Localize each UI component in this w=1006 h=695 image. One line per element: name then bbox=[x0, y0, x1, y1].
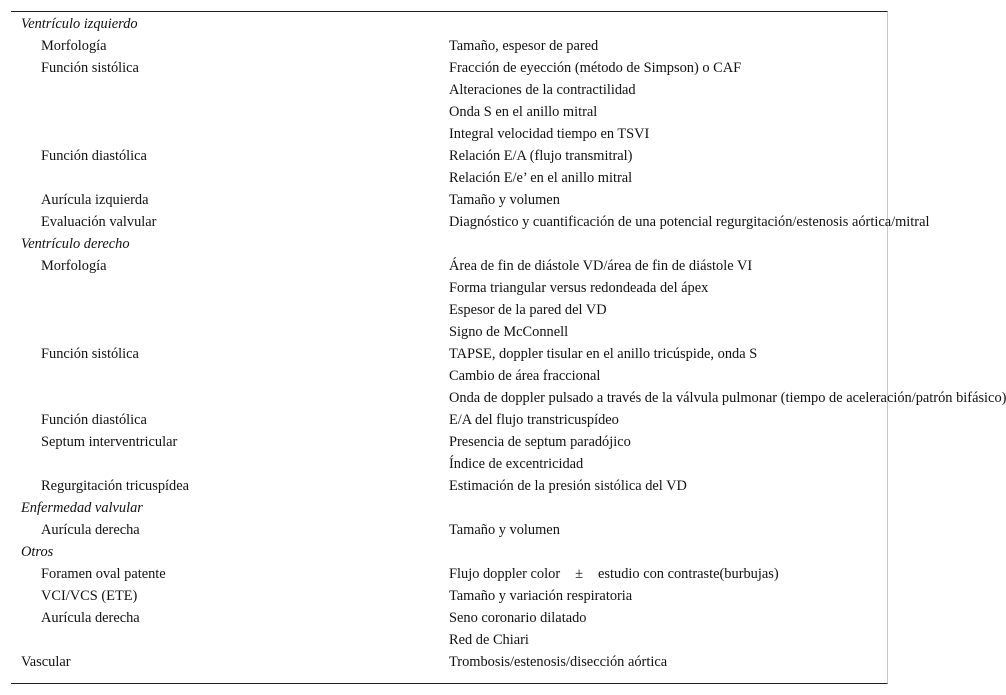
parameter-label bbox=[11, 277, 449, 299]
value-part: Flujo doppler color bbox=[449, 566, 561, 582]
table-row bbox=[11, 57, 887, 79]
parameter-value: Área de fin de diástole VD/área de fin de diástole VI bbox=[449, 258, 753, 274]
table-row bbox=[11, 365, 887, 387]
parameter-value: Alteraciones de la contractilidad bbox=[449, 82, 636, 98]
table-row bbox=[11, 519, 887, 541]
parameter-label: Aurícula izquierda bbox=[41, 192, 149, 208]
table-row bbox=[11, 189, 887, 211]
table-row bbox=[11, 585, 887, 607]
parameter-value: Diagnóstico y cuantificación de una potencial regurgitación/estenosis aórtica/mitral bbox=[449, 214, 930, 230]
parameter-label: Morfología bbox=[41, 38, 107, 54]
value-part: estudio con contraste(burbujas) bbox=[598, 566, 779, 582]
table-row bbox=[11, 277, 887, 299]
category-row bbox=[11, 13, 887, 35]
table-row bbox=[11, 629, 887, 651]
table-row bbox=[11, 167, 887, 189]
parameter-label: Función diastólica bbox=[41, 412, 147, 428]
table-row bbox=[11, 123, 887, 145]
table-row bbox=[11, 79, 887, 101]
category-row bbox=[11, 497, 887, 519]
table-row bbox=[11, 255, 887, 277]
table-row bbox=[11, 607, 887, 629]
table-row bbox=[11, 409, 887, 431]
parameter-label: Aurícula derecha bbox=[41, 610, 140, 626]
category-label: Enfermedad valvular bbox=[21, 500, 143, 516]
parameter-label: Vascular bbox=[21, 654, 71, 670]
table-row bbox=[11, 35, 887, 57]
table-body bbox=[11, 13, 1006, 673]
parameter-value: Cambio de área fraccional bbox=[449, 368, 601, 384]
parameter-value: Forma triangular versus redondeada del ápex bbox=[449, 280, 709, 296]
parameter-label bbox=[11, 123, 449, 145]
table-row bbox=[11, 387, 887, 409]
table-row bbox=[11, 321, 887, 343]
parameter-label bbox=[11, 167, 449, 189]
parameter-value: Relación E/A (flujo transmitral) bbox=[449, 148, 633, 164]
parameter-label bbox=[11, 453, 449, 475]
table-row bbox=[11, 211, 887, 233]
parameter-value: Signo de McConnell bbox=[449, 324, 569, 340]
parameter-label bbox=[11, 101, 449, 123]
category-row bbox=[11, 541, 887, 563]
parameter-value bbox=[449, 563, 887, 585]
table-row bbox=[11, 431, 887, 453]
table-row bbox=[11, 101, 887, 123]
category-label: Ventrículo derecho bbox=[21, 236, 130, 252]
category-row bbox=[11, 233, 887, 255]
parameter-value: Tamaño y volumen bbox=[449, 522, 560, 538]
parameter-label bbox=[11, 299, 449, 321]
parameter-value: Relación E/e’ en el anillo mitral bbox=[449, 170, 633, 186]
parameter-value: Estimación de la presión sistólica del VD bbox=[449, 478, 687, 494]
category-label: Otros bbox=[21, 544, 54, 560]
table-row bbox=[11, 299, 887, 321]
parameter-label bbox=[11, 365, 449, 387]
parameter-value: Presencia de septum paradójico bbox=[449, 434, 631, 450]
parameter-value: Onda S en el anillo mitral bbox=[449, 104, 598, 120]
parameter-label bbox=[11, 387, 449, 409]
echo-evaluation-table bbox=[11, 13, 1006, 673]
table-row bbox=[11, 145, 887, 167]
parameter-label: Septum interventricular bbox=[41, 434, 178, 450]
parameter-value: TAPSE, doppler tisular en el anillo tricúspide, onda S bbox=[449, 346, 758, 362]
parameter-label: Función diastólica bbox=[41, 148, 147, 164]
table-row bbox=[11, 651, 887, 673]
parameter-label bbox=[11, 79, 449, 101]
parameter-label: Foramen oval patente bbox=[41, 566, 166, 582]
table-row bbox=[11, 475, 887, 497]
parameter-value: Fracción de eyección (método de Simpson) o CAF bbox=[449, 60, 742, 76]
table-row bbox=[11, 343, 887, 365]
parameter-value: Espesor de la pared del VD bbox=[449, 302, 607, 318]
parameter-value: E/A del flujo transtricuspídeo bbox=[449, 412, 619, 428]
parameter-label: Evaluación valvular bbox=[41, 214, 157, 230]
parameter-label: Morfología bbox=[41, 258, 107, 274]
parameter-value: Integral velocidad tiempo en TSVI bbox=[449, 126, 650, 142]
parameter-value: Onda de doppler pulsado a través de la válvula pulmonar (tiempo de aceleración/patrón bifásico) bbox=[449, 390, 1006, 406]
parameter-label: VCI/VCS (ETE) bbox=[41, 588, 138, 604]
category-label: Ventrículo izquierdo bbox=[21, 16, 138, 32]
parameter-label: Aurícula derecha bbox=[41, 522, 140, 538]
parameter-label bbox=[11, 629, 449, 651]
parameter-value: Seno coronario dilatado bbox=[449, 610, 587, 626]
parameter-value: Trombosis/estenosis/disección aórtica bbox=[449, 654, 668, 670]
parameter-value: Red de Chiari bbox=[449, 632, 529, 648]
table-row bbox=[11, 453, 887, 475]
parameter-value: Tamaño, espesor de pared bbox=[449, 38, 599, 54]
table-row bbox=[11, 563, 887, 585]
parameter-value: Tamaño y variación respiratoria bbox=[449, 588, 633, 604]
parameter-value: Tamaño y volumen bbox=[449, 192, 560, 208]
parameter-label: Función sistólica bbox=[41, 60, 139, 76]
plus-minus-symbol: ± bbox=[575, 566, 584, 582]
parameter-label: Función sistólica bbox=[41, 346, 139, 362]
parameter-label: Regurgitación tricuspídea bbox=[41, 478, 189, 494]
parameter-value: Índice de excentricidad bbox=[449, 456, 584, 472]
parameter-label bbox=[11, 321, 449, 343]
